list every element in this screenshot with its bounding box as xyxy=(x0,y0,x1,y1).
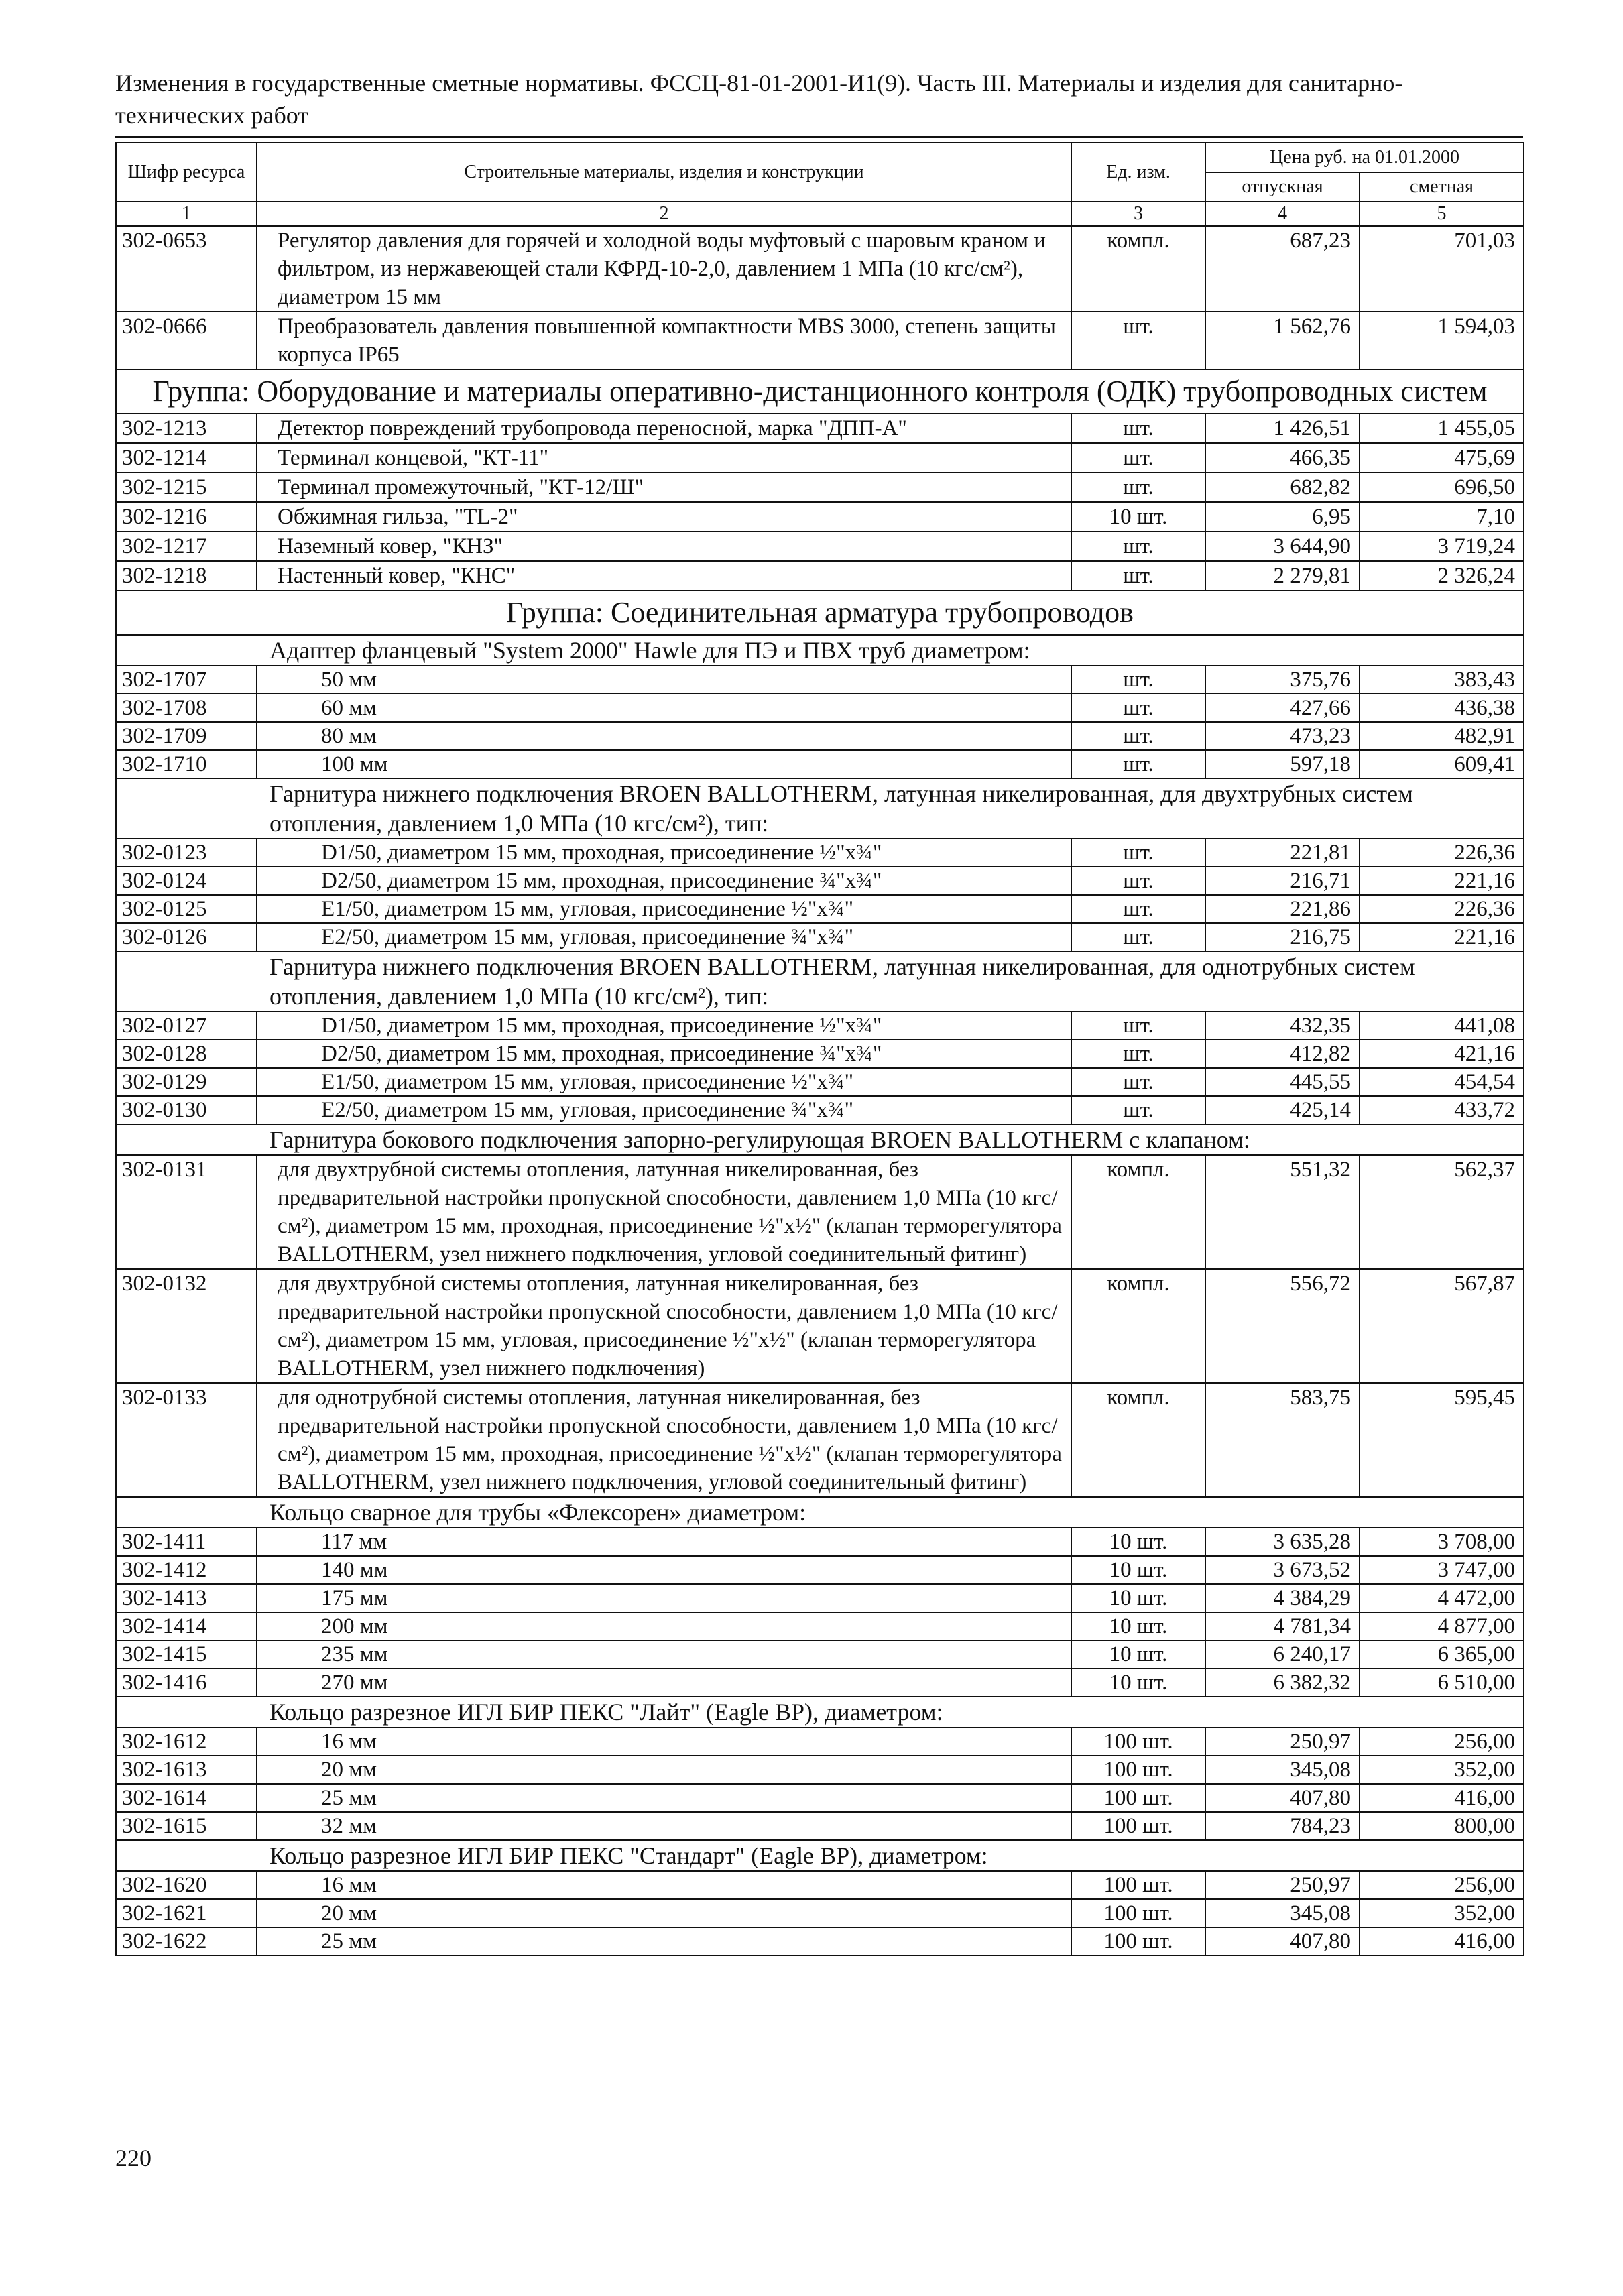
item-unit: шт. xyxy=(1071,694,1205,722)
table-row xyxy=(116,1556,1524,1584)
item-unit: шт. xyxy=(1071,532,1205,561)
price-release: 687,23 xyxy=(1205,226,1360,312)
table-row xyxy=(116,867,1524,895)
resource-code: 302-1622 xyxy=(116,1927,257,1955)
table-row xyxy=(116,1584,1524,1612)
resource-code: 302-1620 xyxy=(116,1871,257,1899)
item-unit: шт. xyxy=(1071,1040,1205,1068)
table-row xyxy=(116,532,1524,561)
price-release: 216,75 xyxy=(1205,923,1360,951)
item-unit: 100 шт. xyxy=(1071,1784,1205,1812)
item-unit: 10 шт. xyxy=(1071,1669,1205,1697)
item-name: 16 мм xyxy=(257,1871,1071,1899)
table-row xyxy=(116,1756,1524,1784)
item-unit: шт. xyxy=(1071,443,1205,473)
price-release: 407,80 xyxy=(1205,1927,1360,1955)
item-unit: 10 шт. xyxy=(1071,502,1205,532)
item-name: Наземный ковер, "КНЗ" xyxy=(257,532,1071,561)
resource-code: 302-0123 xyxy=(116,839,257,867)
price-release: 1 426,51 xyxy=(1205,414,1360,443)
price-estimate: 4 472,00 xyxy=(1360,1584,1524,1612)
item-unit: 100 шт. xyxy=(1071,1756,1205,1784)
item-unit: компл. xyxy=(1071,1155,1205,1269)
price-estimate: 7,10 xyxy=(1360,502,1524,532)
resource-code: 302-1416 xyxy=(116,1669,257,1697)
col-header-code: Шифр ресурса xyxy=(116,143,257,202)
group-heading-row xyxy=(116,591,1524,635)
item-name: 175 мм xyxy=(257,1584,1071,1612)
price-estimate: 221,16 xyxy=(1360,923,1524,951)
price-estimate: 3 719,24 xyxy=(1360,532,1524,561)
subgroup-heading: Гарнитура нижнего подключения BROEN BALLOTHERM, латунная никелированная, для однотрубных систем отопления, давлением 1,0 МПа (10 кгс/см²), тип: xyxy=(116,951,1524,1012)
subgroup-heading: Гарнитура бокового подключения запорно-регулирующая BROEN BALLOTHERM с клапаном: xyxy=(116,1124,1524,1155)
item-unit: 100 шт. xyxy=(1071,1812,1205,1840)
price-release: 221,86 xyxy=(1205,895,1360,923)
resource-code: 302-0130 xyxy=(116,1096,257,1124)
item-name: для двухтрубной системы отопления, латунная никелированная, без предварительной настройки пропускной способности, давлением 1,0 МПа (10 кгс/см²), диаметром 15 мм, угловая, присоединение ½"x½" (клапан терморегулятора BALLOTHERM, узел нижнего подключения) xyxy=(257,1269,1071,1383)
item-name: D2/50, диаметром 15 мм, проходная, присоединение ¾"x¾" xyxy=(257,1040,1071,1068)
table-row xyxy=(116,839,1524,867)
item-unit: 100 шт. xyxy=(1071,1899,1205,1927)
table-row xyxy=(116,1784,1524,1812)
item-name: 80 мм xyxy=(257,722,1071,750)
subgroup-heading: Адаптер фланцевый "System 2000" Hawle для ПЭ и ПВХ труб диаметром: xyxy=(116,635,1524,666)
table-row xyxy=(116,1812,1524,1840)
item-name: Детектор повреждений трубопровода переносной, марка "ДПП-А" xyxy=(257,414,1071,443)
price-release: 412,82 xyxy=(1205,1040,1360,1068)
price-estimate: 800,00 xyxy=(1360,1812,1524,1840)
item-unit: 100 шт. xyxy=(1071,1871,1205,1899)
subgroup-heading: Кольцо разрезное ИГЛ БИР ПЕКС "Лайт" (Eagle BP), диаметром: xyxy=(116,1697,1524,1728)
price-release: 3 644,90 xyxy=(1205,532,1360,561)
table-row xyxy=(116,1899,1524,1927)
item-name: Терминал промежуточный, "КТ-12/Ш" xyxy=(257,473,1071,502)
price-estimate: 221,16 xyxy=(1360,867,1524,895)
price-estimate: 2 326,24 xyxy=(1360,561,1524,591)
item-unit: 100 шт. xyxy=(1071,1927,1205,1955)
item-unit: шт. xyxy=(1071,839,1205,867)
table-row xyxy=(116,414,1524,443)
price-release: 3 635,28 xyxy=(1205,1528,1360,1556)
price-release: 445,55 xyxy=(1205,1068,1360,1096)
col-header-unit: Ед. изм. xyxy=(1071,143,1205,202)
table-body xyxy=(116,226,1524,1955)
price-estimate: 3 708,00 xyxy=(1360,1528,1524,1556)
table-row xyxy=(116,722,1524,750)
resource-code: 302-1215 xyxy=(116,473,257,502)
price-release: 345,08 xyxy=(1205,1899,1360,1927)
price-release: 2 279,81 xyxy=(1205,561,1360,591)
item-unit: шт. xyxy=(1071,722,1205,750)
price-release: 473,23 xyxy=(1205,722,1360,750)
table-row xyxy=(116,1040,1524,1068)
item-name: E1/50, диаметром 15 мм, угловая, присоединение ½"x¾" xyxy=(257,895,1071,923)
price-estimate: 475,69 xyxy=(1360,443,1524,473)
price-release: 682,82 xyxy=(1205,473,1360,502)
resource-code: 302-1709 xyxy=(116,722,257,750)
price-estimate: 1 594,03 xyxy=(1360,312,1524,369)
price-estimate: 352,00 xyxy=(1360,1756,1524,1784)
col-header-price-release: отпускная xyxy=(1205,172,1360,202)
item-unit: компл. xyxy=(1071,1269,1205,1383)
item-name: E2/50, диаметром 15 мм, угловая, присоединение ¾"x¾" xyxy=(257,923,1071,951)
price-release: 3 673,52 xyxy=(1205,1556,1360,1584)
col-header-price-estimate: сметная xyxy=(1360,172,1524,202)
table-row xyxy=(116,226,1524,312)
price-estimate: 1 455,05 xyxy=(1360,414,1524,443)
item-name: 60 мм xyxy=(257,694,1071,722)
table-row xyxy=(116,1068,1524,1096)
item-unit: 100 шт. xyxy=(1071,1728,1205,1756)
price-estimate: 567,87 xyxy=(1360,1269,1524,1383)
item-name: D2/50, диаметром 15 мм, проходная, присоединение ¾"x¾" xyxy=(257,867,1071,895)
price-estimate: 482,91 xyxy=(1360,722,1524,750)
price-release: 556,72 xyxy=(1205,1269,1360,1383)
table-row xyxy=(116,561,1524,591)
item-name: 50 мм xyxy=(257,666,1071,694)
item-unit: шт. xyxy=(1071,1012,1205,1040)
item-unit: компл. xyxy=(1071,226,1205,312)
price-release: 345,08 xyxy=(1205,1756,1360,1784)
price-estimate: 3 747,00 xyxy=(1360,1556,1524,1584)
price-estimate: 441,08 xyxy=(1360,1012,1524,1040)
item-unit: 10 шт. xyxy=(1071,1612,1205,1640)
table-row xyxy=(116,1269,1524,1383)
subgroup-heading: Кольцо разрезное ИГЛ БИР ПЕКС "Стандарт" (Eagle BP), диаметром: xyxy=(116,1840,1524,1871)
table-row xyxy=(116,1383,1524,1497)
col-header-name: Строительные материалы, изделия и конструкции xyxy=(257,143,1071,202)
header-rule xyxy=(115,136,1523,138)
resource-code: 302-1707 xyxy=(116,666,257,694)
table-row xyxy=(116,1871,1524,1899)
item-unit: шт. xyxy=(1071,867,1205,895)
price-estimate: 436,38 xyxy=(1360,694,1524,722)
resource-code: 302-1710 xyxy=(116,750,257,778)
subgroup-heading-row xyxy=(116,635,1524,666)
price-estimate: 454,54 xyxy=(1360,1068,1524,1096)
item-unit: шт. xyxy=(1071,1096,1205,1124)
price-estimate: 226,36 xyxy=(1360,839,1524,867)
group-heading: Группа: Соединительная арматура трубопроводов xyxy=(116,591,1524,635)
item-unit: шт. xyxy=(1071,561,1205,591)
column-number: 4 xyxy=(1205,202,1360,226)
price-release: 250,97 xyxy=(1205,1871,1360,1899)
item-name: 117 мм xyxy=(257,1528,1071,1556)
resource-code: 302-0124 xyxy=(116,867,257,895)
item-unit: 10 шт. xyxy=(1071,1640,1205,1669)
table-row xyxy=(116,312,1524,369)
price-estimate: 416,00 xyxy=(1360,1927,1524,1955)
table-row xyxy=(116,502,1524,532)
resource-code: 302-1213 xyxy=(116,414,257,443)
group-heading-row xyxy=(116,369,1524,414)
price-estimate: 609,41 xyxy=(1360,750,1524,778)
resource-code: 302-1615 xyxy=(116,1812,257,1840)
item-unit: 10 шт. xyxy=(1071,1584,1205,1612)
item-name: 25 мм xyxy=(257,1927,1071,1955)
table-row xyxy=(116,1640,1524,1669)
item-unit: шт. xyxy=(1071,666,1205,694)
price-release: 375,76 xyxy=(1205,666,1360,694)
price-release: 6 382,32 xyxy=(1205,1669,1360,1697)
table-row xyxy=(116,1528,1524,1556)
column-number-row xyxy=(116,202,1524,226)
column-number: 1 xyxy=(116,202,257,226)
table-row xyxy=(116,895,1524,923)
price-release: 216,71 xyxy=(1205,867,1360,895)
price-release: 407,80 xyxy=(1205,1784,1360,1812)
item-unit: 10 шт. xyxy=(1071,1556,1205,1584)
col-header-price-group: Цена руб. на 01.01.2000 xyxy=(1205,143,1524,172)
table-row xyxy=(116,1012,1524,1040)
item-name: E1/50, диаметром 15 мм, угловая, присоединение ½"x¾" xyxy=(257,1068,1071,1096)
item-unit: шт. xyxy=(1071,1068,1205,1096)
resource-code: 302-1708 xyxy=(116,694,257,722)
column-number: 2 xyxy=(257,202,1071,226)
price-release: 583,75 xyxy=(1205,1383,1360,1497)
item-name: Регулятор давления для горячей и холодной воды муфтовый с шаровым краном и фильтром, из нержавеющей стали КФРД-10-2,0, давлением 1 МПа (10 кгс/см²), диаметром 15 мм xyxy=(257,226,1071,312)
table-row xyxy=(116,1612,1524,1640)
resource-code: 302-1412 xyxy=(116,1556,257,1584)
price-estimate: 256,00 xyxy=(1360,1728,1524,1756)
price-release: 551,32 xyxy=(1205,1155,1360,1269)
table-row xyxy=(116,1927,1524,1955)
resource-code: 302-0666 xyxy=(116,312,257,369)
resource-code: 302-1415 xyxy=(116,1640,257,1669)
resource-code: 302-0131 xyxy=(116,1155,257,1269)
item-name: для однотрубной системы отопления, латунная никелированная, без предварительной настройки пропускной способности, давлением 1,0 МПа (10 кгс/см²), диаметром 15 мм, проходная, присоединение ½"x½" (клапан терморегулятора BALLOTHERM, узел нижнего подключения, угловой соединительный фитинг) xyxy=(257,1383,1071,1497)
item-unit: компл. xyxy=(1071,1383,1205,1497)
price-estimate: 6 510,00 xyxy=(1360,1669,1524,1697)
resource-code: 302-1612 xyxy=(116,1728,257,1756)
item-name: 32 мм xyxy=(257,1812,1071,1840)
resource-code: 302-0127 xyxy=(116,1012,257,1040)
price-estimate: 421,16 xyxy=(1360,1040,1524,1068)
resource-code: 302-0133 xyxy=(116,1383,257,1497)
subgroup-heading-row xyxy=(116,951,1524,1012)
price-table xyxy=(115,142,1524,1956)
resource-code: 302-0126 xyxy=(116,923,257,951)
column-number: 5 xyxy=(1360,202,1524,226)
table-row xyxy=(116,473,1524,502)
item-name: Терминал концевой, "КТ-11" xyxy=(257,443,1071,473)
resource-code: 302-0125 xyxy=(116,895,257,923)
price-release: 250,97 xyxy=(1205,1728,1360,1756)
price-release: 221,81 xyxy=(1205,839,1360,867)
price-release: 4 384,29 xyxy=(1205,1584,1360,1612)
resource-code: 302-1621 xyxy=(116,1899,257,1927)
resource-code: 302-1614 xyxy=(116,1784,257,1812)
price-estimate: 562,37 xyxy=(1360,1155,1524,1269)
group-heading: Группа: Оборудование и материалы оперативно-дистанционного контроля (ОДК) трубопроводных систем xyxy=(116,369,1524,414)
resource-code: 302-0653 xyxy=(116,226,257,312)
resource-code: 302-0129 xyxy=(116,1068,257,1096)
item-unit: шт. xyxy=(1071,312,1205,369)
item-unit: шт. xyxy=(1071,414,1205,443)
item-unit: шт. xyxy=(1071,895,1205,923)
resource-code: 302-0128 xyxy=(116,1040,257,1068)
subgroup-heading-row xyxy=(116,1840,1524,1871)
price-estimate: 433,72 xyxy=(1360,1096,1524,1124)
table-row xyxy=(116,1155,1524,1269)
item-name: 235 мм xyxy=(257,1640,1071,1669)
table-row xyxy=(116,1096,1524,1124)
page-number: 220 xyxy=(115,2144,152,2171)
price-estimate: 256,00 xyxy=(1360,1871,1524,1899)
item-name: 270 мм xyxy=(257,1669,1071,1697)
price-release: 1 562,76 xyxy=(1205,312,1360,369)
price-release: 6 240,17 xyxy=(1205,1640,1360,1669)
resource-code: 302-1218 xyxy=(116,561,257,591)
item-unit: 10 шт. xyxy=(1071,1528,1205,1556)
resource-code: 302-0132 xyxy=(116,1269,257,1383)
item-unit: шт. xyxy=(1071,750,1205,778)
item-unit: шт. xyxy=(1071,473,1205,502)
subgroup-heading-row xyxy=(116,1697,1524,1728)
price-estimate: 4 877,00 xyxy=(1360,1612,1524,1640)
price-release: 4 781,34 xyxy=(1205,1612,1360,1640)
price-estimate: 595,45 xyxy=(1360,1383,1524,1497)
resource-code: 302-1214 xyxy=(116,443,257,473)
resource-code: 302-1413 xyxy=(116,1584,257,1612)
item-name: E2/50, диаметром 15 мм, угловая, присоединение ¾"x¾" xyxy=(257,1096,1071,1124)
price-release: 6,95 xyxy=(1205,502,1360,532)
price-estimate: 352,00 xyxy=(1360,1899,1524,1927)
price-release: 425,14 xyxy=(1205,1096,1360,1124)
item-name: 200 мм xyxy=(257,1612,1071,1640)
subgroup-heading: Кольцо сварное для трубы «Флексорен» диаметром: xyxy=(116,1497,1524,1528)
item-name: Преобразователь давления повышенной компактности MBS 3000, степень защиты корпуса IP65 xyxy=(257,312,1071,369)
table-row xyxy=(116,923,1524,951)
item-name: 20 мм xyxy=(257,1756,1071,1784)
item-name: Настенный ковер, "КНС" xyxy=(257,561,1071,591)
item-name: для двухтрубной системы отопления, латунная никелированная, без предварительной настройки пропускной способности, давлением 1,0 МПа (10 кгс/см²), диаметром 15 мм, проходная, присоединение ½"x½" (клапан терморегулятора BALLOTHERM, узел нижнего подключения, угловой соединительный фитинг) xyxy=(257,1155,1071,1269)
price-release: 432,35 xyxy=(1205,1012,1360,1040)
item-name: D1/50, диаметром 15 мм, проходная, присоединение ½"x¾" xyxy=(257,1012,1071,1040)
column-number: 3 xyxy=(1071,202,1205,226)
page-header: Изменения в государственные сметные нормативы. ФССЦ-81-01-2001-И1(9). Часть III. Материалы и изделия для санитарно-технических работ xyxy=(115,70,1403,129)
item-name: 16 мм xyxy=(257,1728,1071,1756)
price-estimate: 6 365,00 xyxy=(1360,1640,1524,1669)
item-name: D1/50, диаметром 15 мм, проходная, присоединение ½"x¾" xyxy=(257,839,1071,867)
table-row xyxy=(116,1728,1524,1756)
table-row xyxy=(116,666,1524,694)
subgroup-heading-row xyxy=(116,1497,1524,1528)
item-name: Обжимная гильза, "TL-2" xyxy=(257,502,1071,532)
subgroup-heading-row xyxy=(116,778,1524,839)
price-release: 466,35 xyxy=(1205,443,1360,473)
price-estimate: 383,43 xyxy=(1360,666,1524,694)
price-estimate: 701,03 xyxy=(1360,226,1524,312)
price-release: 597,18 xyxy=(1205,750,1360,778)
item-name: 20 мм xyxy=(257,1899,1071,1927)
price-release: 784,23 xyxy=(1205,1812,1360,1840)
item-unit: шт. xyxy=(1071,923,1205,951)
table-row xyxy=(116,694,1524,722)
price-estimate: 226,36 xyxy=(1360,895,1524,923)
resource-code: 302-1411 xyxy=(116,1528,257,1556)
table-row xyxy=(116,1669,1524,1697)
resource-code: 302-1216 xyxy=(116,502,257,532)
price-estimate: 696,50 xyxy=(1360,473,1524,502)
resource-code: 302-1414 xyxy=(116,1612,257,1640)
resource-code: 302-1613 xyxy=(116,1756,257,1784)
subgroup-heading: Гарнитура нижнего подключения BROEN BALLOTHERM, латунная никелированная, для двухтрубных систем отопления, давлением 1,0 МПа (10 кгс/см²), тип: xyxy=(116,778,1524,839)
price-release: 427,66 xyxy=(1205,694,1360,722)
table-row xyxy=(116,750,1524,778)
resource-code: 302-1217 xyxy=(116,532,257,561)
subgroup-heading-row xyxy=(116,1124,1524,1155)
item-name: 25 мм xyxy=(257,1784,1071,1812)
price-estimate: 416,00 xyxy=(1360,1784,1524,1812)
table-row xyxy=(116,443,1524,473)
item-name: 100 мм xyxy=(257,750,1071,778)
item-name: 140 мм xyxy=(257,1556,1071,1584)
